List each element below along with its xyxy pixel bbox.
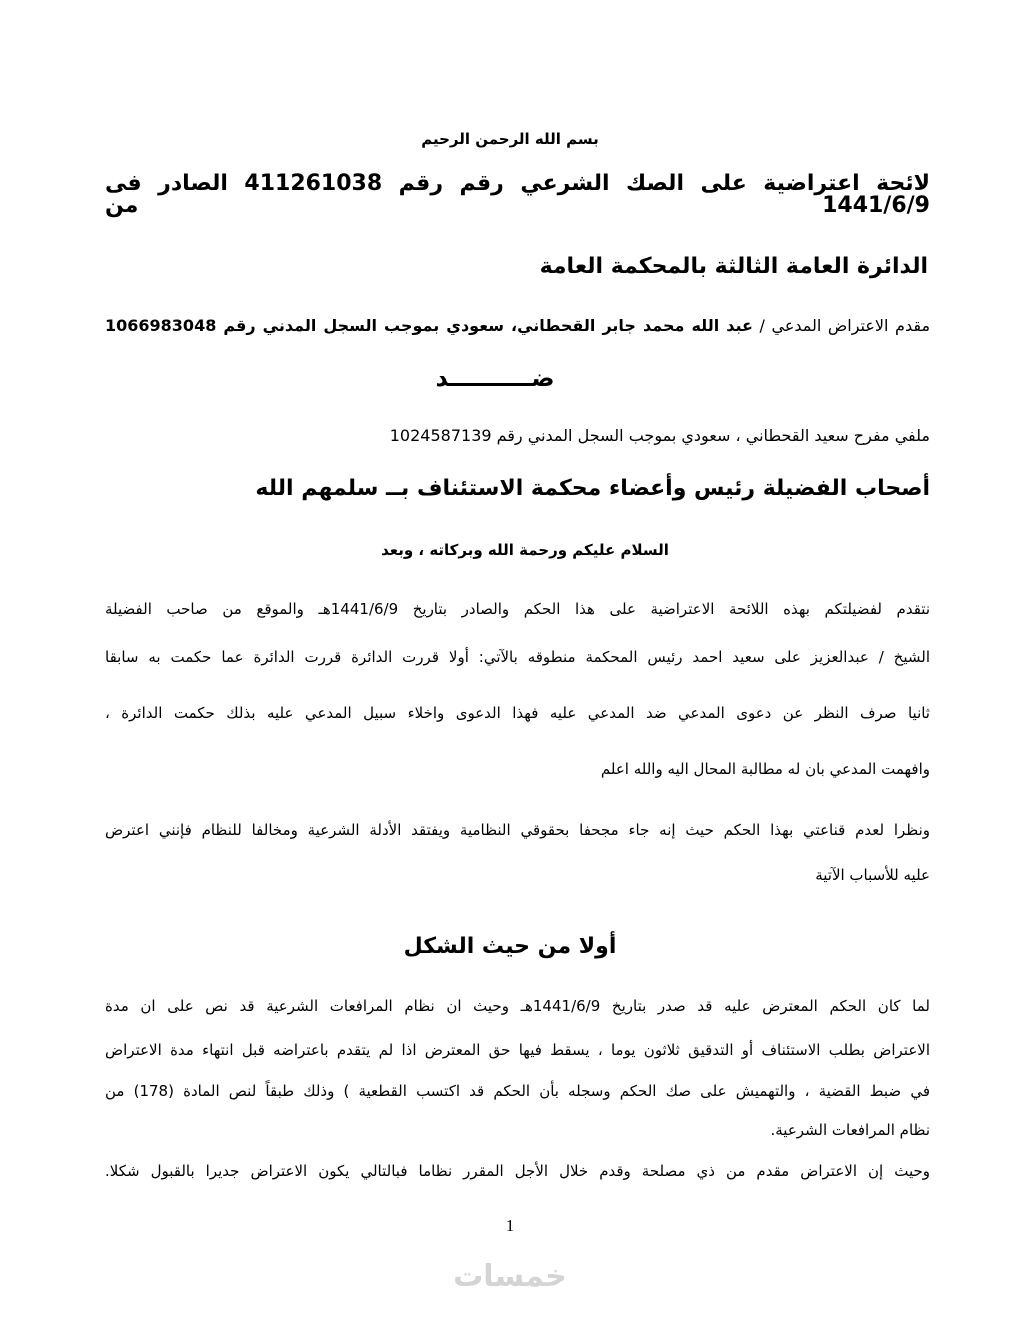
section-body-line-5: وحيث إن الاعتراض مقدم من ذي مصلحة وقدم خلال الأجل المقرر نظاما فبالتالي يكون الاعتراض جديرا بالقبول شكلا.	[105, 1162, 930, 1180]
plaintiff-details: عبد الله محمد جابر القحطاني، سعودي بموجب السجل المدني رقم 1066983048	[105, 316, 753, 335]
defendant-line: ملفي مفرح سعيد القحطاني ، سعودي بموجب السجل المدني رقم 1024587139	[389, 426, 930, 445]
paragraph-3-line-1: ونظرا لعدم قناعتي بهذا الحكم حيث إنه جاء مجحفا بحقوقي النظامية ويفتقد الأدلة الشرعية ومخالفا للنظام فإنني اعترض	[105, 821, 930, 839]
paragraph-2-line-2: وافهمت المدعي بان له مطالبة المحال اليه والله اعلم	[600, 760, 930, 778]
against-word: ضــــــــــد	[435, 364, 555, 392]
plaintiff-label: مقدم الاعتراض المدعي /	[759, 316, 931, 335]
document-title-line-1: لائحة اعتراضية على الصك الشرعي رقم رقم 411261038 الصادر فى 1441/6/9 من	[105, 171, 930, 218]
paragraph-1-line-2: الشيخ / عبدالعزيز على سعيد احمد رئيس المحكمة منطوقه بالآتي: أولا قررت الدائرة قررت الدائرة عما حكمت به سابقا	[105, 648, 930, 666]
plaintiff-line	[105, 318, 930, 334]
paragraph-2-line-1: ثانيا صرف النظر عن دعوى المدعي ضد المدعي عليه فهذا الدعوى واخلاء سبيل المدعي عليه بذلك حكمت الدائرة ،	[105, 704, 930, 722]
paragraph-3-line-2: عليه للأسباب الآتية	[815, 866, 930, 884]
section-heading: أولا من حيث الشكل	[403, 934, 617, 959]
greeting: السلام عليكم ورحمة الله وبركاته ، وبعد	[381, 541, 669, 559]
basmala: بسم الله الرحمن الرحيم	[421, 130, 599, 148]
section-body-line-3: في ضبط القضية ، والتهميش على صك الحكم وسجله بأن الحكم قد اكتسب القطعية ) وذلك طبقاً لنص المادة (178) من	[105, 1082, 930, 1100]
watermark-logo: خمسات	[453, 1259, 567, 1294]
paragraph-1-line-1: نتقدم لفضيلتكم بهذه اللائحة الاعتراضية على هذا الحكم والصادر بتاريخ 1441/6/9هـ والموقع من صاحب الفضيلة	[105, 600, 930, 618]
section-body-line-4: نظام المرافعات الشرعية.	[770, 1121, 930, 1139]
addressee-line: أصحاب الفضيلة رئيس وأعضاء محكمة الاستئناف بــ سلمهم الله	[255, 476, 930, 501]
section-body-line-2: الاعتراض بطلب الاستئناف أو التدقيق ثلاثون يوما ، يسقط فيها حق المعترض اذا لم يتقدم باعتراضه قبل انتهاء مدة الاعتراض	[105, 1041, 930, 1059]
document-title-line-2: الدائرة العامة الثالثة بالمحكمة العامة	[539, 254, 928, 279]
page-number: 1	[505, 1216, 515, 1235]
section-body-line-1: لما كان الحكم المعترض عليه قد صدر بتاريخ 1441/6/9هـ وحيث ان نظام المرافعات الشرعية قد نص على ان مدة	[105, 997, 930, 1015]
